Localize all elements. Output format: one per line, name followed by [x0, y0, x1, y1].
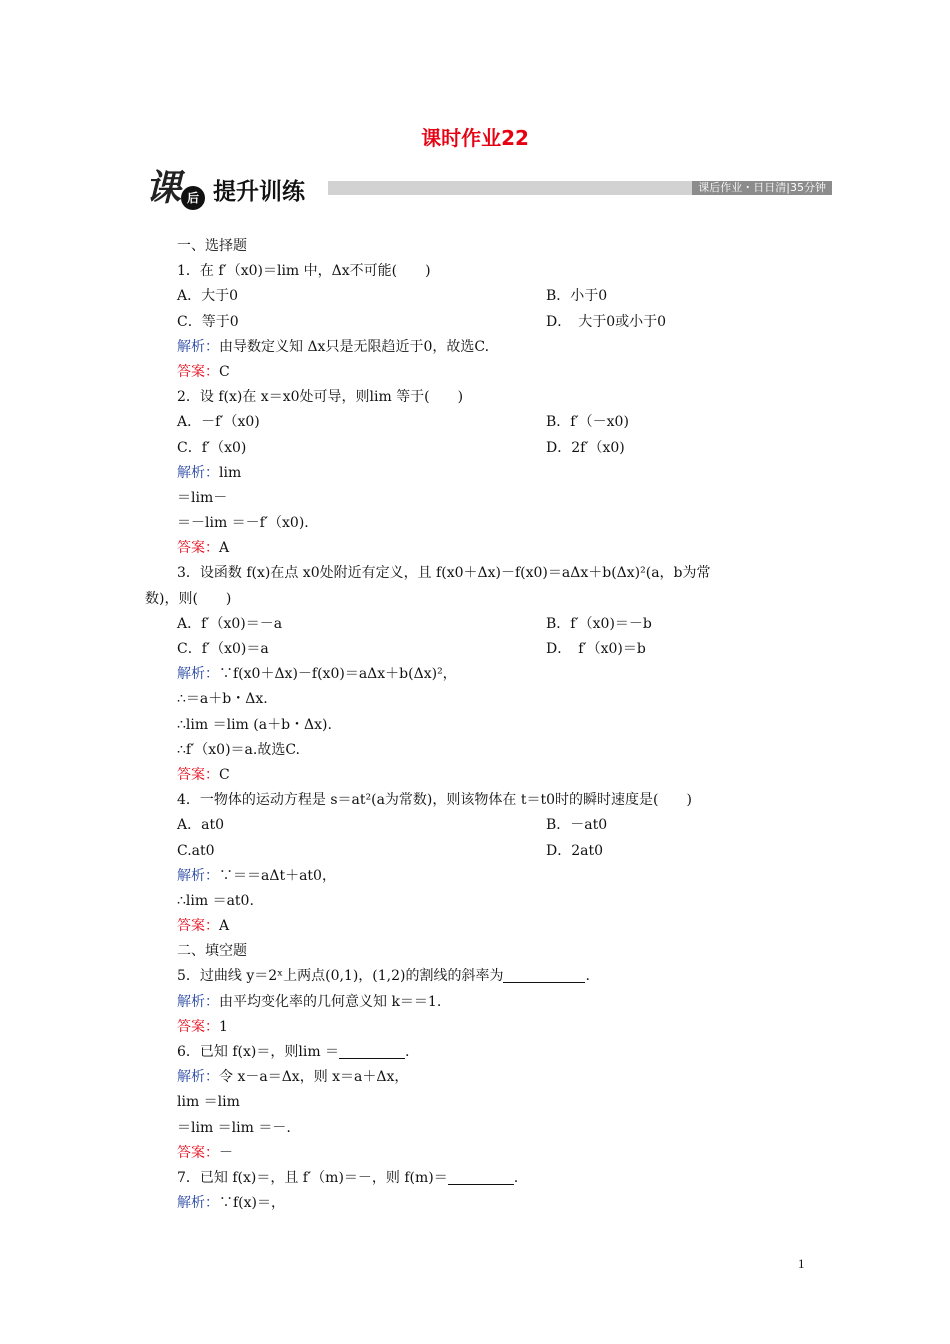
option-c: C．等于0	[177, 313, 239, 330]
solution-label: 解析：	[177, 338, 219, 355]
answer-line	[145, 1015, 815, 1040]
banner-bar	[328, 181, 832, 195]
solution-label: 解析：	[177, 1195, 219, 1212]
option-b: B．f′（x0)＝－b	[546, 615, 652, 632]
solution-line	[145, 1065, 815, 1090]
solution-line	[145, 1191, 815, 1216]
answer-label: 答案：	[177, 363, 219, 380]
section-heading: 二、填空题	[177, 943, 247, 960]
solution-label: 解析：	[177, 867, 219, 884]
option-c: C.at0	[177, 842, 215, 859]
answer-line	[145, 1141, 815, 1166]
answer-text: A	[219, 540, 230, 557]
option-c: C．f′（x0)＝a	[177, 641, 269, 657]
question-3: 3．设函数 f(x)在点 x0处附近有定义，且 f(x0＋Δx)－f(x0)＝aΔx＋b(Δx)²(a，b为常	[177, 565, 711, 582]
options-row	[145, 637, 815, 662]
solution-line: ∴lim ＝at0.	[177, 892, 254, 909]
solution-line	[145, 461, 815, 486]
option-a: A．大于0	[177, 288, 239, 305]
question-text: 5．过曲线 y＝2ˣ上两点(0,1)，(1,2)的割线的斜率为	[177, 968, 504, 985]
options-row	[145, 310, 815, 335]
answer-label: 答案：	[177, 766, 219, 783]
document-body	[145, 234, 815, 1216]
option-b: B．f′（－x0)	[546, 414, 629, 431]
option-a: A．－f′（x0)	[177, 414, 260, 431]
options-row	[145, 612, 815, 637]
solution-line: ∴＝a＋b・Δx.	[177, 691, 268, 708]
question-5	[145, 964, 815, 989]
option-b: B．小于0	[546, 288, 608, 305]
answer-text: －	[219, 1144, 233, 1161]
question-text: 7．已知 f(x)＝，且 f′（m)＝－，则 f(m)＝	[177, 1169, 448, 1186]
option-d: D． f′（x0)＝b	[546, 641, 646, 657]
question-end: .	[405, 1044, 410, 1060]
options-row	[145, 410, 815, 435]
option-d: D．2at0	[546, 842, 604, 859]
answer-line	[145, 536, 815, 561]
solution-text: ∵＝＝aΔt＋at0，	[219, 867, 336, 884]
solution-text: ∵f(x)＝，	[219, 1195, 286, 1212]
banner-logo-badge: 后	[181, 186, 205, 210]
answer-line	[145, 360, 815, 385]
answer-text: 1	[219, 1018, 228, 1035]
answer-blank	[448, 1168, 514, 1185]
solution-line	[145, 864, 815, 889]
option-a: A．at0	[177, 817, 224, 834]
answer-line	[145, 914, 815, 939]
banner-title: 提升训练	[213, 179, 305, 205]
answer-label: 答案：	[177, 1144, 219, 1161]
answer-text: C	[219, 766, 230, 783]
solution-line: ∴lim ＝lim (a＋b・Δx).	[177, 716, 332, 733]
options-row	[145, 813, 815, 838]
solution-label: 解析：	[177, 1069, 219, 1086]
option-c: C．f′（x0)	[177, 439, 247, 456]
option-d: D．2f′（x0)	[546, 439, 625, 456]
question-3-cont: 数)，则( )	[145, 590, 232, 607]
solution-line: ＝－lim ＝－f′（x0).	[177, 515, 309, 532]
solution-text: ∵f(x0＋Δx)－f(x0)＝aΔx＋b(Δx)²，	[219, 666, 457, 683]
options-row	[145, 436, 815, 461]
question-7	[145, 1166, 815, 1191]
solution-label: 解析：	[177, 464, 219, 481]
solution-text: 由平均变化率的几何意义知 k＝＝1.	[219, 993, 442, 1010]
question-text: 6．已知 f(x)＝，则lim ＝	[177, 1044, 340, 1060]
answer-blank	[339, 1042, 405, 1059]
solution-line: lim ＝lim	[177, 1094, 240, 1111]
section-banner	[145, 168, 835, 210]
solution-line	[145, 662, 815, 687]
options-row	[145, 284, 815, 309]
question-1: 1．在 f′（x0)＝lim 中，Δx不可能( )	[177, 263, 431, 280]
question-end: .	[513, 1169, 519, 1186]
question-end: .	[585, 968, 590, 985]
question-6	[145, 1040, 815, 1065]
option-d: D． 大于0或小于0	[546, 313, 667, 330]
solution-text: 令 x－a＝Δx，则 x＝a＋Δx，	[219, 1069, 409, 1086]
answer-line	[145, 763, 815, 788]
page-title: 课时作业22	[421, 126, 529, 150]
solution-line: ∴f′（x0)＝a.故选C.	[177, 741, 300, 758]
solution-label: 解析：	[177, 993, 219, 1010]
solution-line: ＝lim－	[177, 489, 228, 506]
answer-text: C	[219, 363, 230, 380]
solution-line: ＝lim ＝lim ＝－.	[177, 1119, 291, 1136]
answer-label: 答案：	[177, 540, 219, 557]
solution-text: 由导数定义知 Δx只是无限趋近于0，故选C.	[219, 338, 490, 355]
solution-line	[145, 990, 815, 1015]
page-number: 1	[798, 1256, 805, 1271]
question-2: 2．设 f(x)在 x＝x0处可导，则lim 等于( )	[177, 389, 464, 406]
answer-label: 答案：	[177, 1018, 219, 1035]
option-b: B．－at0	[546, 817, 608, 834]
section-heading: 一、选择题	[177, 238, 247, 254]
answer-text: A	[219, 918, 230, 935]
solution-text: lim	[219, 464, 242, 481]
answer-label: 答案：	[177, 918, 219, 935]
banner-time-label: 课后作业・日日清|35分钟	[692, 181, 832, 195]
answer-blank	[503, 966, 585, 983]
option-a: A．f′（x0)＝－a	[177, 615, 283, 632]
banner-logo: 课	[145, 167, 182, 209]
options-row	[145, 839, 815, 864]
solution-line	[145, 335, 815, 360]
solution-label: 解析：	[177, 666, 219, 683]
question-4: 4．一物体的运动方程是 s＝at²(a为常数)，则该物体在 t＝t0时的瞬时速度是( )	[177, 792, 692, 809]
